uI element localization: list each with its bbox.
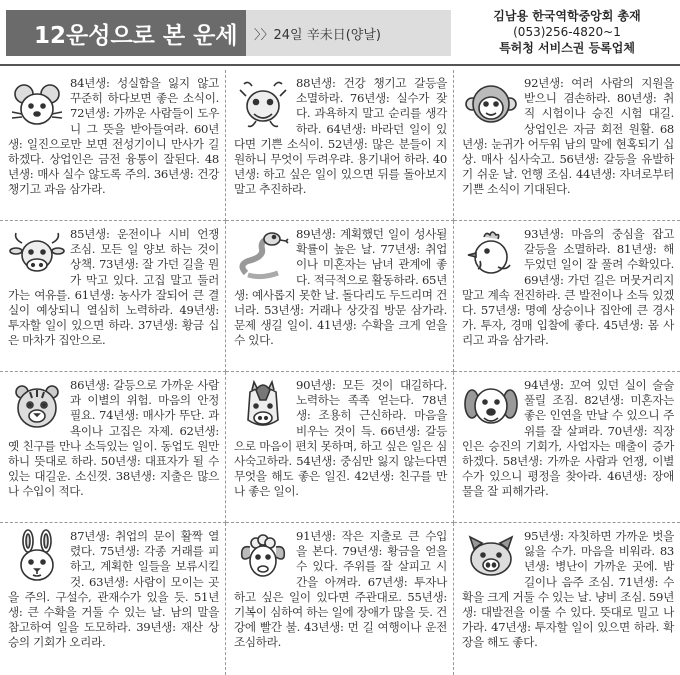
sheep-icon <box>234 529 292 587</box>
header-divider <box>0 64 680 66</box>
header <box>0 0 680 66</box>
author-info <box>458 8 676 56</box>
horse-icon <box>234 378 292 436</box>
fortune-grid <box>0 70 680 675</box>
ox-icon <box>8 227 66 285</box>
fortune-text: 85년생: 운전이나 시비 언쟁 조심. 모든 일 양보 하는 것이 상책. 73년생: 잘 가던 길을 뭔가 막고 있다. 고집 말고 둘러가는 여유를. 61년생: 농사가 잘되어 큰 결실이 예상되니 열심히 노력하라. 49년생: 투자할 일이 있으면 하라. 37년생: 황금 십은 마차가 집안으로. <box>8 227 219 348</box>
fortune-cell-horse <box>226 372 454 523</box>
snake-icon <box>234 227 292 285</box>
fortune-text: 89년생: 계획했던 일이 성사될 확률이 높은 날. 77년생: 취업이나 미혼자는 남녀 관계에 좋다. 적극적으로 활동하라. 65년생: 예사롭지 못한 날. 돌다리도 두드리며 건너라. 53년생: 거래나 상갓집 방문 삼가라. 문제 생길 일이. 41년생: 수확을 크게 얻을 수 있다. <box>234 227 447 348</box>
fortune-text: 90년생: 모든 것이 대길하다. 노력하는 족족 얻는다. 78년생: 조용히 근신하라. 마음을 비우는 것이 득. 66년생: 갈등으로 마음이 편치 못하며, 하고 싶은 일은 심사숙고하라. 54년생: 중심만 잃지 않는다면 무엇을 해도 좋은 일진. 42년생: 친구를 만나 좋은 일이. <box>234 378 447 499</box>
date-label: 〉〉24일 辛未日(양날) <box>246 10 451 56</box>
pig-icon <box>462 529 520 587</box>
fortune-cell-rooster <box>454 221 680 372</box>
fortune-text: 86년생: 갈등으로 가까운 사람과 이별의 위험. 마음의 안정 필요. 74년생: 매사가 뚜단. 과욕이나 고집은 자제. 62년생: 옛 친구를 만나 소득있는 일이. 동업도 원만하니 뜻대로 하라. 50년생: 대표자가 될 수 있는 대길운. 소신껏. 38년생: 지출은 많으나 수입이 적다. <box>8 378 219 499</box>
fortune-cell-rabbit <box>0 523 226 675</box>
rabbit-icon <box>8 529 66 587</box>
author-registration: 특허청 서비스권 등록업체 <box>499 41 635 55</box>
fortune-cell-monkey <box>454 70 680 221</box>
monkey-icon <box>462 76 520 134</box>
tiger-icon <box>8 378 66 436</box>
dog-icon <box>462 378 520 436</box>
fortune-text: 87년생: 취업의 문이 활짝 열렸다. 75년생: 각종 거래를 피하고, 계획한 일들을 보류시킬 것. 63년생: 사람이 모이는 곳을 주의. 구설수, 관재수가 있을 듯. 51년생: 큰 수확을 거둘 수 있는 날. 남의 말을 참고하여 일을 도모하라. 39년생: 재산 상승의 기회가 오리라. <box>8 529 219 650</box>
fortune-text: 84년생: 성실함을 잃지 않고 꾸준히 하다보면 좋은 소식이. 72년생: 가까운 사람들이 도우니 그 뜻을 받아들여라. 60년생: 일진으로만 보면 전성기이니 만사가 길하겠다. 상업인은 금전 융통이 잘된다. 48년생: 매사 실수 않도록 주의. 36년생: 건강 챙기고 과음 삼가라. <box>8 76 219 197</box>
fortune-cell-tiger <box>0 372 226 523</box>
fortune-text: 88년생: 건강 챙기고 갈등을 소멸하라. 76년생: 실수가 잦다. 과욕하지 말고 순리를 생각하라. 64년생: 바라던 일이 있다면 기쁜 소식이. 52년생: 많은 분들이 지원하니 무엇이 두려우랴. 용기내어 하라. 40년생: 하고 싶은 일이 있으면 뒤를 돌아보지 말고 추진하라. <box>234 76 447 197</box>
fortune-cell-sheep <box>226 523 454 675</box>
page-title: 12운성으로 본 운세 <box>6 10 246 56</box>
author-phone: (053)256-4820~1 <box>513 25 621 39</box>
fortune-text: 94년생: 꼬여 있던 실이 술술 풀릴 조짐. 82년생: 미혼자는 좋은 인연을 만날 수 있으니 주위를 잘 살펴라. 70년생: 직장인은 승진의 기회가, 사업자는 매출이 증가하겠다. 58년생: 가까운 사람과 언쟁, 이별수가 있으니 평정을 찾아라. 46년생: 장애물을 잘 피해가라. <box>462 378 674 499</box>
fortune-cell-dog <box>454 372 680 523</box>
fortune-cell-dragon <box>226 70 454 221</box>
fortune-text: 93년생: 마음의 중심을 잡고 갈등을 소멸하라. 81년생: 해두었던 일이 잘 풀려 수확있다. 69년생: 가던 길은 머뭇거리지 말고 계속 전진하라. 큰 발전이나 소득 있겠다. 57년생: 명예 상승이나 집안에 큰 경사가. 투자, 경매 입찰에 좋다. 45년생: 몸 사리고 과음 삼가라. <box>462 227 674 348</box>
dragon-icon <box>234 76 292 134</box>
rat-icon <box>8 76 66 134</box>
author-name: 김남용 한국역학중앙회 총재 <box>493 9 641 23</box>
fortune-cell-rat <box>0 70 226 221</box>
fortune-cell-ox <box>0 221 226 372</box>
fortune-cell-snake <box>226 221 454 372</box>
fortune-text: 91년생: 작은 지출로 큰 수입을 본다. 79년생: 황금을 얻을 수 있다. 주위를 잘 살피고 시간을 아껴라. 67년생: 투자나 하고 싶은 일이 있다면 주관대로. 55년생: 기복이 심하여 하는 일에 장애가 많을 듯. 건강에 빨간 불. 43년생: 먼 길 여행이나 운전 조심하라. <box>234 529 447 650</box>
fortune-cell-pig <box>454 523 680 675</box>
fortune-text: 95년생: 자칫하면 가까운 벗을 잃을 수가. 마음을 비워라. 83년생: 병난이 가까운 곳에. 밤길이나 음주 조심. 71년생: 수확을 크게 거둘 수 있는 날. 냥비 조심. 59년생: 대발전을 이룰 수 있다. 뜻대로 밀고 나가라. 47년생: 투자할 일이 있으면 하라. 확장을 해도 좋다. <box>462 529 674 650</box>
rooster-icon <box>462 227 520 285</box>
fortune-text: 92년생: 여러 사람의 지원을 받으니 겸손하라. 80년생: 취직 시험이나 승진 시험 대길. 상업인은 자금 회전 원활. 68년생: 눈귀가 어두워 남의 말에 현혹되기 십상. 매사 심사숙고. 56년생: 갈등을 유발하기 쉬운 날. 언행 조심. 44년생: 자녀로부터 기쁜 소식이 기대된다. <box>462 76 674 197</box>
